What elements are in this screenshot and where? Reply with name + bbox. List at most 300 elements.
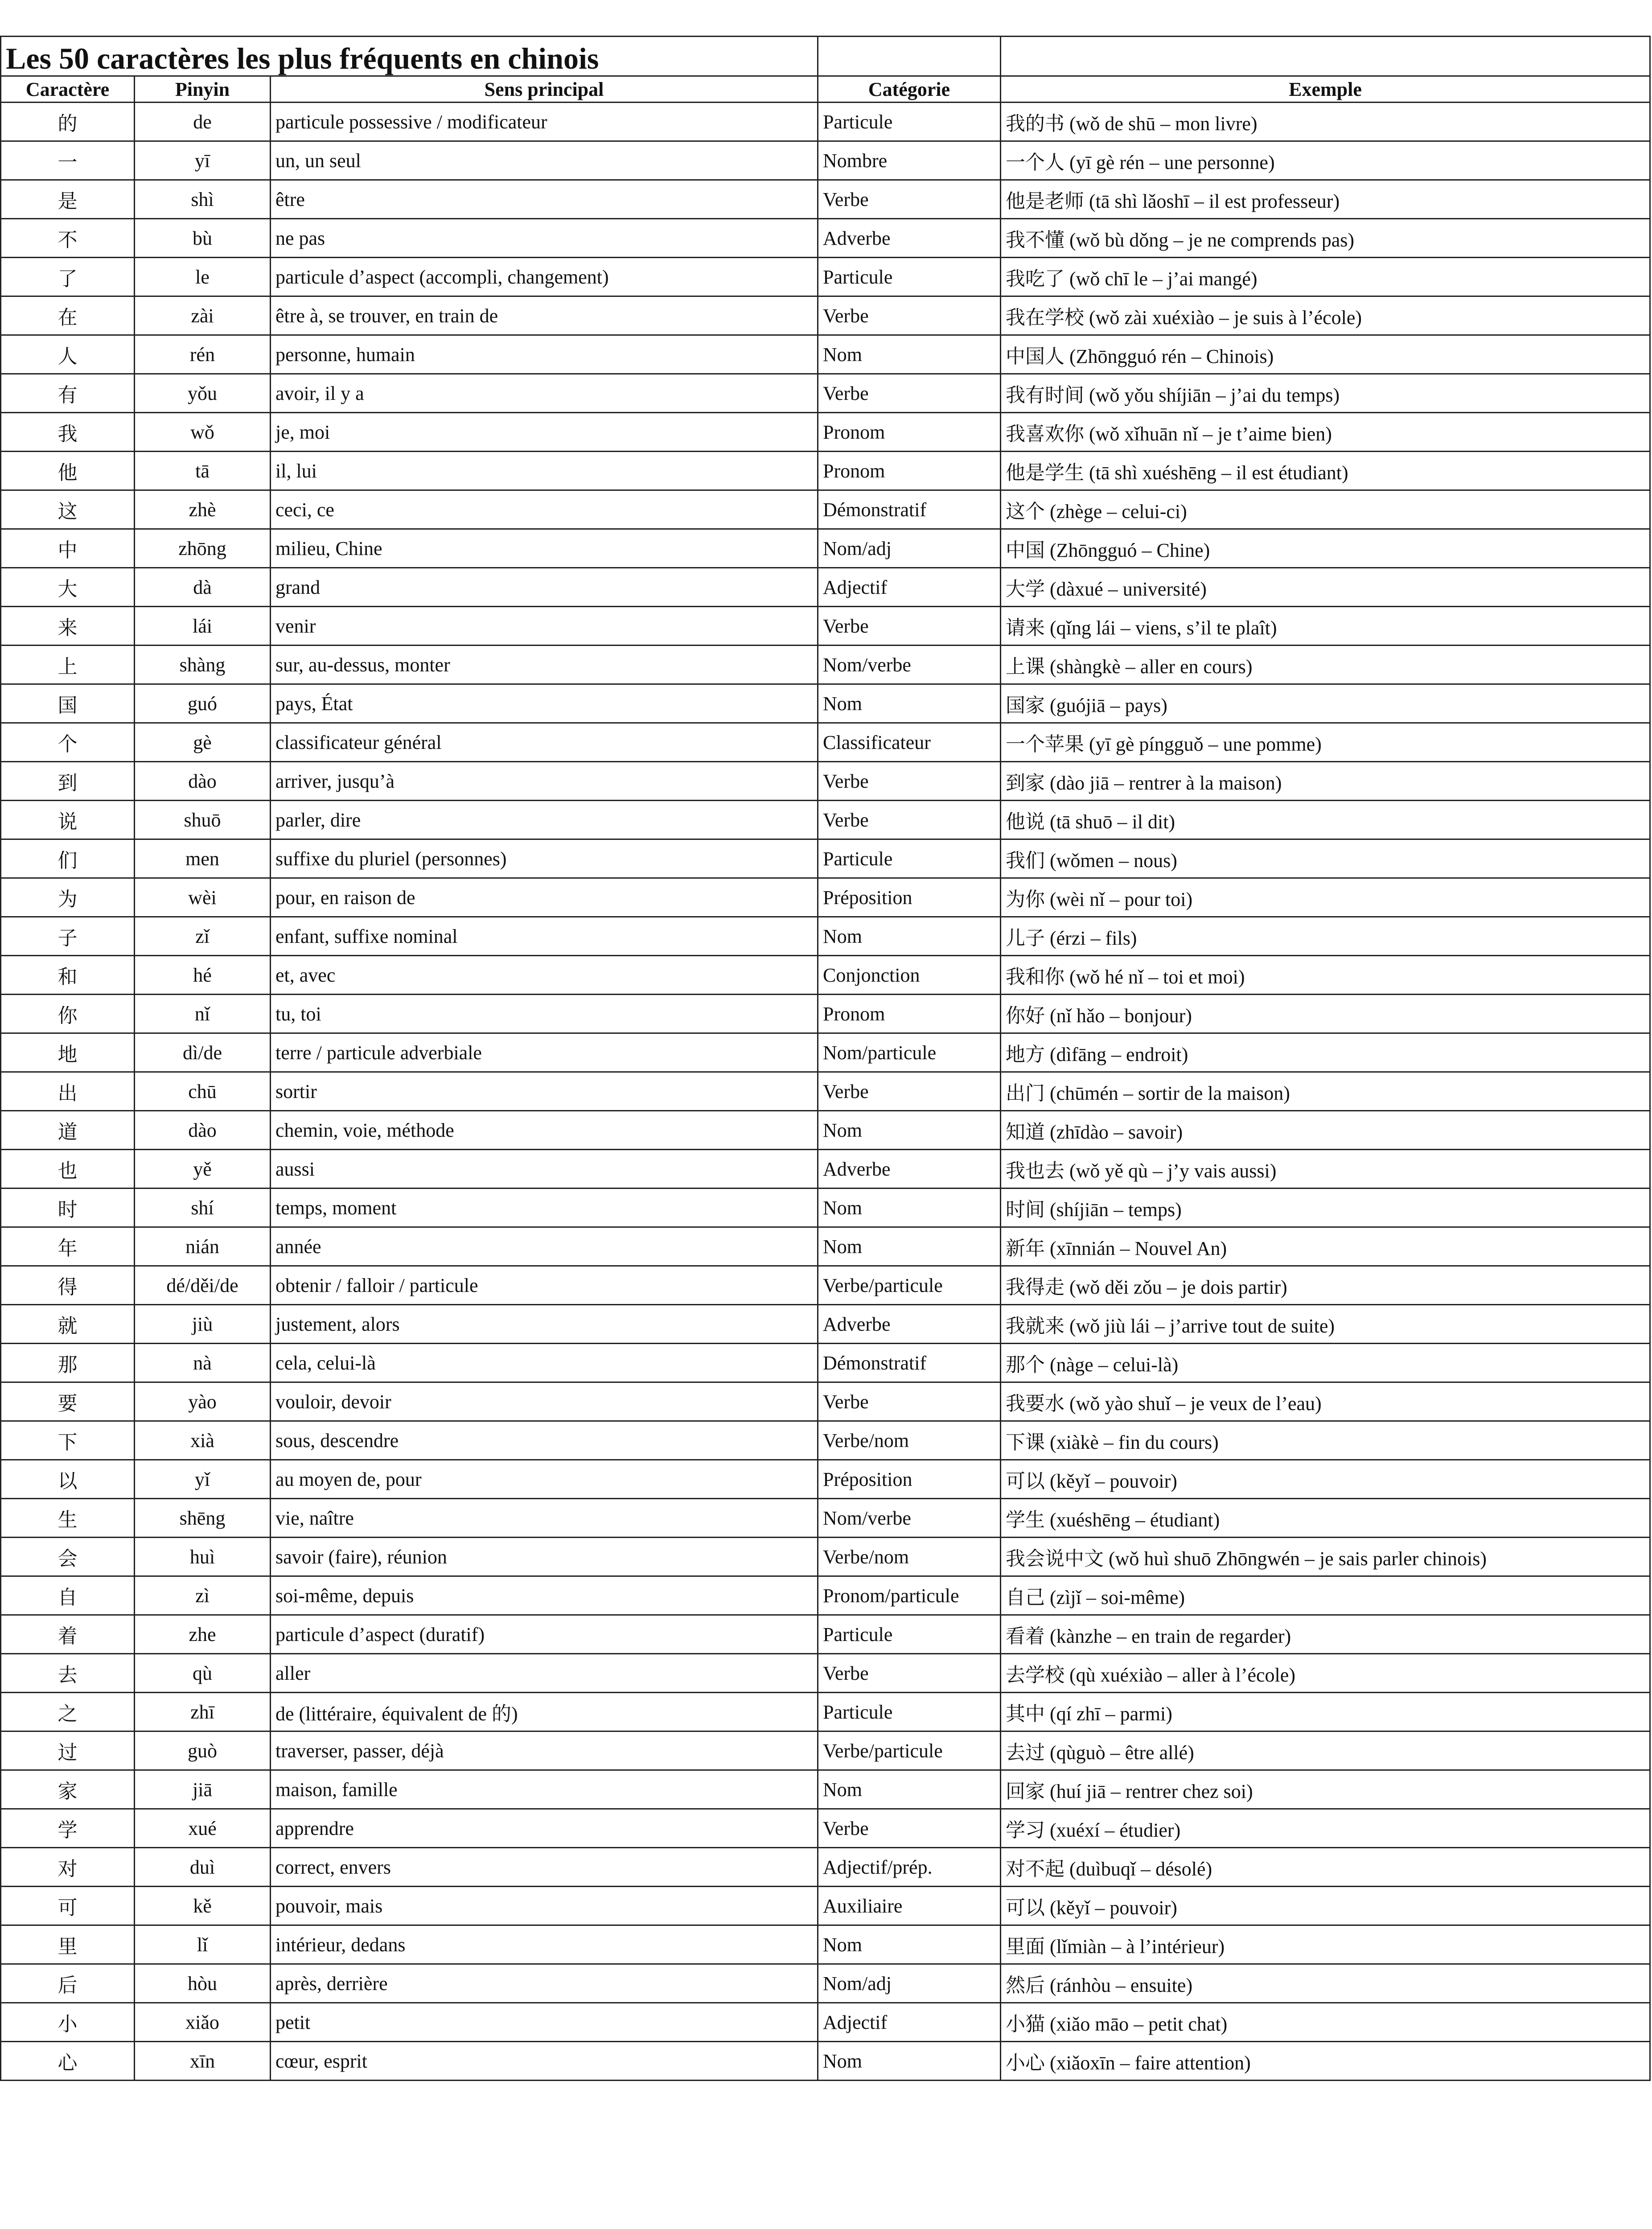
cell-categorie: Nom	[818, 1925, 1001, 1964]
cell-pinyin: bù	[135, 219, 271, 258]
cell-character: 那	[1, 1344, 135, 1382]
cell-categorie: Nombre	[818, 141, 1001, 180]
cell-pinyin: lái	[135, 607, 271, 646]
cell-exemple: 大学 (dàxué – université)	[1001, 568, 1650, 607]
cell-sens: particule possessive / modificateur	[271, 103, 818, 141]
cell-categorie: Particule	[818, 258, 1001, 296]
cell-pinyin: wǒ	[135, 413, 271, 452]
cell-exemple: 中国 (Zhōngguó – Chine)	[1001, 529, 1650, 568]
cell-exemple: 你好 (nǐ hǎo – bonjour)	[1001, 995, 1650, 1033]
cell-pinyin: qù	[135, 1654, 271, 1693]
cell-pinyin: dào	[135, 762, 271, 801]
cell-sens: un, un seul	[271, 141, 818, 180]
cell-character: 心	[1, 2042, 135, 2081]
cell-pinyin: dé/děi/de	[135, 1266, 271, 1305]
cell-sens: tu, toi	[271, 995, 818, 1033]
page-title: Les 50 caractères les plus fréquents en chinois	[1, 37, 818, 76]
cell-exemple: 去过 (qùguò – être allé)	[1001, 1731, 1650, 1770]
cell-character: 过	[1, 1731, 135, 1770]
title-spacer	[818, 37, 1001, 76]
table-row	[1, 1654, 1650, 1693]
table-row	[1, 917, 1650, 956]
cell-exemple: 对不起 (duìbuqǐ – désolé)	[1001, 1848, 1650, 1887]
cell-character: 大	[1, 568, 135, 607]
cell-pinyin: xià	[135, 1421, 271, 1460]
cell-character: 国	[1, 684, 135, 723]
cell-character: 会	[1, 1538, 135, 1576]
cell-sens: chemin, voie, méthode	[271, 1111, 818, 1150]
cell-categorie: Adverbe	[818, 219, 1001, 258]
cell-sens: apprendre	[271, 1809, 818, 1848]
cell-exemple: 可以 (kěyǐ – pouvoir)	[1001, 1460, 1650, 1499]
cell-pinyin: duì	[135, 1848, 271, 1887]
table-row	[1, 801, 1650, 839]
cell-categorie: Nom	[818, 1770, 1001, 1809]
cell-pinyin: dì/de	[135, 1033, 271, 1072]
cell-categorie: Particule	[818, 1615, 1001, 1654]
cell-pinyin: rén	[135, 335, 271, 374]
cell-sens: aller	[271, 1654, 818, 1693]
table-row	[1, 413, 1650, 452]
table-row	[1, 878, 1650, 917]
cell-sens: avoir, il y a	[271, 374, 818, 413]
cell-character: 说	[1, 801, 135, 839]
cell-pinyin: xué	[135, 1809, 271, 1848]
cell-character: 下	[1, 1421, 135, 1460]
cell-categorie: Particule	[818, 103, 1001, 141]
table-row	[1, 646, 1650, 684]
cell-pinyin: zhōng	[135, 529, 271, 568]
table-row	[1, 607, 1650, 646]
cell-exemple: 可以 (kěyǐ – pouvoir)	[1001, 1887, 1650, 1925]
table-row	[1, 839, 1650, 878]
character-table	[0, 36, 1651, 2081]
cell-character: 地	[1, 1033, 135, 1072]
cell-pinyin: zài	[135, 296, 271, 335]
cell-pinyin: yào	[135, 1382, 271, 1421]
cell-character: 以	[1, 1460, 135, 1499]
cell-exemple: 看着 (kànzhe – en train de regarder)	[1001, 1615, 1650, 1654]
cell-pinyin: nián	[135, 1227, 271, 1266]
header-row	[1, 76, 1650, 103]
cell-categorie: Nom/particule	[818, 1033, 1001, 1072]
table-row	[1, 995, 1650, 1033]
cell-sens: après, derrière	[271, 1964, 818, 2003]
cell-sens: parler, dire	[271, 801, 818, 839]
cell-character: 年	[1, 1227, 135, 1266]
cell-sens: de (littéraire, équivalent de 的)	[271, 1693, 818, 1731]
cell-exemple: 国家 (guójiā – pays)	[1001, 684, 1650, 723]
cell-pinyin: shì	[135, 180, 271, 219]
cell-pinyin: hòu	[135, 1964, 271, 2003]
cell-pinyin: shuō	[135, 801, 271, 839]
cell-pinyin: guó	[135, 684, 271, 723]
cell-sens: pour, en raison de	[271, 878, 818, 917]
cell-exemple: 我要水 (wǒ yào shuǐ – je veux de l’eau)	[1001, 1382, 1650, 1421]
cell-character: 生	[1, 1499, 135, 1538]
cell-exemple: 其中 (qí zhī – parmi)	[1001, 1693, 1650, 1731]
cell-character: 人	[1, 335, 135, 374]
cell-categorie: Démonstratif	[818, 1344, 1001, 1382]
cell-sens: pays, État	[271, 684, 818, 723]
cell-categorie: Particule	[818, 1693, 1001, 1731]
cell-categorie: Verbe	[818, 607, 1001, 646]
cell-exemple: 他说 (tā shuō – il dit)	[1001, 801, 1650, 839]
table-row	[1, 956, 1650, 995]
cell-sens: il, lui	[271, 452, 818, 490]
table-row	[1, 1382, 1650, 1421]
cell-exemple: 我吃了 (wǒ chī le – j’ai mangé)	[1001, 258, 1650, 296]
column-header-pinyin: Pinyin	[135, 76, 271, 103]
cell-character: 上	[1, 646, 135, 684]
cell-categorie: Auxiliaire	[818, 1887, 1001, 1925]
cell-pinyin: xīn	[135, 2042, 271, 2081]
table-row	[1, 335, 1650, 374]
cell-character: 子	[1, 917, 135, 956]
cell-exemple: 自己 (zìjǐ – soi-même)	[1001, 1576, 1650, 1615]
cell-categorie: Verbe	[818, 1809, 1001, 1848]
cell-pinyin: jiù	[135, 1305, 271, 1344]
table-row	[1, 1460, 1650, 1499]
cell-exemple: 中国人 (Zhōngguó rén – Chinois)	[1001, 335, 1650, 374]
cell-exemple: 我有时间 (wǒ yǒu shíjiān – j’ai du temps)	[1001, 374, 1650, 413]
cell-sens: soi-même, depuis	[271, 1576, 818, 1615]
cell-exemple: 那个 (nàge – celui-là)	[1001, 1344, 1650, 1382]
cell-sens: traverser, passer, déjà	[271, 1731, 818, 1770]
cell-exemple: 学习 (xuéxí – étudier)	[1001, 1809, 1650, 1848]
cell-character: 家	[1, 1770, 135, 1809]
column-header-categorie: Catégorie	[818, 76, 1001, 103]
cell-character: 着	[1, 1615, 135, 1654]
cell-exemple: 出门 (chūmén – sortir de la maison)	[1001, 1072, 1650, 1111]
cell-categorie: Verbe	[818, 374, 1001, 413]
cell-character: 中	[1, 529, 135, 568]
cell-character: 就	[1, 1305, 135, 1344]
cell-categorie: Nom	[818, 1227, 1001, 1266]
cell-pinyin: kě	[135, 1887, 271, 1925]
cell-pinyin: le	[135, 258, 271, 296]
table-row	[1, 1344, 1650, 1382]
cell-pinyin: zhe	[135, 1615, 271, 1654]
cell-pinyin: yī	[135, 141, 271, 180]
cell-character: 了	[1, 258, 135, 296]
table-row	[1, 374, 1650, 413]
cell-character: 这	[1, 490, 135, 529]
cell-pinyin: shēng	[135, 1499, 271, 1538]
cell-character: 时	[1, 1189, 135, 1227]
cell-sens: venir	[271, 607, 818, 646]
table-row	[1, 1033, 1650, 1072]
cell-character: 到	[1, 762, 135, 801]
cell-pinyin: dà	[135, 568, 271, 607]
cell-character: 里	[1, 1925, 135, 1964]
table-row	[1, 490, 1650, 529]
cell-character: 来	[1, 607, 135, 646]
table-row	[1, 723, 1650, 762]
cell-pinyin: shàng	[135, 646, 271, 684]
cell-categorie: Nom	[818, 684, 1001, 723]
cell-sens: intérieur, dedans	[271, 1925, 818, 1964]
cell-character: 出	[1, 1072, 135, 1111]
cell-categorie: Pronom/particule	[818, 1576, 1001, 1615]
cell-categorie: Verbe	[818, 1654, 1001, 1693]
cell-pinyin: shí	[135, 1189, 271, 1227]
cell-categorie: Classificateur	[818, 723, 1001, 762]
cell-categorie: Verbe	[818, 1072, 1001, 1111]
cell-character: 有	[1, 374, 135, 413]
table-row	[1, 1538, 1650, 1576]
cell-exemple: 我喜欢你 (wǒ xǐhuān nǐ – je t’aime bien)	[1001, 413, 1650, 452]
table-row	[1, 1615, 1650, 1654]
table-row	[1, 452, 1650, 490]
cell-categorie: Particule	[818, 839, 1001, 878]
cell-exemple: 我会说中文 (wǒ huì shuō Zhōngwén – je sais parler chinois)	[1001, 1538, 1650, 1576]
cell-character: 一	[1, 141, 135, 180]
table-row	[1, 1848, 1650, 1887]
cell-sens: être	[271, 180, 818, 219]
cell-character: 学	[1, 1809, 135, 1848]
cell-character: 是	[1, 180, 135, 219]
cell-exemple: 下课 (xiàkè – fin du cours)	[1001, 1421, 1650, 1460]
cell-pinyin: hé	[135, 956, 271, 995]
cell-categorie: Préposition	[818, 878, 1001, 917]
cell-categorie: Verbe	[818, 296, 1001, 335]
table-row	[1, 258, 1650, 296]
table-row	[1, 568, 1650, 607]
cell-sens: au moyen de, pour	[271, 1460, 818, 1499]
cell-sens: je, moi	[271, 413, 818, 452]
cell-sens: aussi	[271, 1150, 818, 1189]
cell-exemple: 地方 (dìfāng – endroit)	[1001, 1033, 1650, 1072]
cell-character: 可	[1, 1887, 135, 1925]
cell-pinyin: jiā	[135, 1770, 271, 1809]
cell-sens: arriver, jusqu’à	[271, 762, 818, 801]
table-row	[1, 1964, 1650, 2003]
cell-pinyin: nǐ	[135, 995, 271, 1033]
cell-categorie: Nom	[818, 335, 1001, 374]
cell-pinyin: xiǎo	[135, 2003, 271, 2042]
cell-exemple: 新年 (xīnnián – Nouvel An)	[1001, 1227, 1650, 1266]
cell-exemple: 他是老师 (tā shì lǎoshī – il est professeur)	[1001, 180, 1650, 219]
cell-character: 和	[1, 956, 135, 995]
cell-sens: maison, famille	[271, 1770, 818, 1809]
cell-exemple: 到家 (dào jiā – rentrer à la maison)	[1001, 762, 1650, 801]
cell-exemple: 然后 (ránhòu – ensuite)	[1001, 1964, 1650, 2003]
table-row	[1, 762, 1650, 801]
cell-sens: ne pas	[271, 219, 818, 258]
cell-sens: cela, celui-là	[271, 1344, 818, 1382]
cell-sens: milieu, Chine	[271, 529, 818, 568]
table-row	[1, 1576, 1650, 1615]
cell-sens: savoir (faire), réunion	[271, 1538, 818, 1576]
cell-exemple: 我在学校 (wǒ zài xuéxiào – je suis à l’école)	[1001, 296, 1650, 335]
cell-categorie: Nom/adj	[818, 1964, 1001, 2003]
title-spacer	[1001, 37, 1650, 76]
cell-exemple: 我们 (wǒmen – nous)	[1001, 839, 1650, 878]
cell-categorie: Adjectif	[818, 568, 1001, 607]
table-row	[1, 1072, 1650, 1111]
table-row	[1, 1227, 1650, 1266]
cell-sens: sur, au-dessus, monter	[271, 646, 818, 684]
cell-exemple: 里面 (lǐmiàn – à l’intérieur)	[1001, 1925, 1650, 1964]
cell-categorie: Conjonction	[818, 956, 1001, 995]
cell-exemple: 我就来 (wǒ jiù lái – j’arrive tout de suite)	[1001, 1305, 1650, 1344]
cell-pinyin: nà	[135, 1344, 271, 1382]
table-row	[1, 1499, 1650, 1538]
cell-exemple: 他是学生 (tā shì xuéshēng – il est étudiant)	[1001, 452, 1650, 490]
cell-exemple: 小猫 (xiǎo māo – petit chat)	[1001, 2003, 1650, 2042]
table-row	[1, 1305, 1650, 1344]
cell-sens: être à, se trouver, en train de	[271, 296, 818, 335]
cell-categorie: Nom	[818, 1111, 1001, 1150]
cell-sens: sous, descendre	[271, 1421, 818, 1460]
cell-exemple: 去学校 (qù xuéxiào – aller à l’école)	[1001, 1654, 1650, 1693]
cell-categorie: Verbe	[818, 1382, 1001, 1421]
table-row	[1, 1111, 1650, 1150]
cell-exemple: 知道 (zhīdào – savoir)	[1001, 1111, 1650, 1150]
cell-pinyin: huì	[135, 1538, 271, 1576]
cell-sens: correct, envers	[271, 1848, 818, 1887]
cell-exemple: 学生 (xuéshēng – étudiant)	[1001, 1499, 1650, 1538]
table-row	[1, 180, 1650, 219]
cell-sens: particule d’aspect (duratif)	[271, 1615, 818, 1654]
table-row	[1, 1731, 1650, 1770]
cell-categorie: Adverbe	[818, 1305, 1001, 1344]
table-row	[1, 2042, 1650, 2081]
cell-sens: vie, naître	[271, 1499, 818, 1538]
table-row	[1, 141, 1650, 180]
cell-character: 的	[1, 103, 135, 141]
cell-sens: obtenir / falloir / particule	[271, 1266, 818, 1305]
cell-sens: grand	[271, 568, 818, 607]
table-row	[1, 1693, 1650, 1731]
cell-character: 自	[1, 1576, 135, 1615]
cell-sens: vouloir, devoir	[271, 1382, 818, 1421]
cell-categorie: Nom	[818, 1189, 1001, 1227]
cell-pinyin: guò	[135, 1731, 271, 1770]
cell-categorie: Verbe	[818, 801, 1001, 839]
cell-categorie: Démonstratif	[818, 490, 1001, 529]
table-row	[1, 1925, 1650, 1964]
cell-sens: particule d’aspect (accompli, changement)	[271, 258, 818, 296]
cell-pinyin: de	[135, 103, 271, 141]
cell-sens: et, avec	[271, 956, 818, 995]
column-header-exemple: Exemple	[1001, 76, 1650, 103]
cell-categorie: Verbe	[818, 762, 1001, 801]
cell-sens: personne, humain	[271, 335, 818, 374]
cell-character: 要	[1, 1382, 135, 1421]
cell-categorie: Nom	[818, 917, 1001, 956]
cell-exemple: 我得走 (wǒ děi zǒu – je dois partir)	[1001, 1266, 1650, 1305]
cell-character: 他	[1, 452, 135, 490]
cell-categorie: Verbe/particule	[818, 1266, 1001, 1305]
table-row	[1, 1770, 1650, 1809]
cell-pinyin: yǐ	[135, 1460, 271, 1499]
table-row	[1, 1809, 1650, 1848]
cell-character: 我	[1, 413, 135, 452]
cell-character: 之	[1, 1693, 135, 1731]
cell-categorie: Adjectif	[818, 2003, 1001, 2042]
cell-character: 不	[1, 219, 135, 258]
cell-categorie: Pronom	[818, 995, 1001, 1033]
table-row	[1, 296, 1650, 335]
cell-character: 为	[1, 878, 135, 917]
cell-categorie: Verbe/nom	[818, 1538, 1001, 1576]
cell-pinyin: yě	[135, 1150, 271, 1189]
cell-exemple: 请来 (qǐng lái – viens, s’il te plaît)	[1001, 607, 1650, 646]
table-row	[1, 219, 1650, 258]
cell-pinyin: zì	[135, 1576, 271, 1615]
cell-exemple: 我也去 (wǒ yě qù – j’y vais aussi)	[1001, 1150, 1650, 1189]
table-row	[1, 103, 1650, 141]
cell-sens: enfant, suffixe nominal	[271, 917, 818, 956]
cell-sens: temps, moment	[271, 1189, 818, 1227]
cell-pinyin: chū	[135, 1072, 271, 1111]
cell-categorie: Nom/verbe	[818, 1499, 1001, 1538]
cell-categorie: Verbe/particule	[818, 1731, 1001, 1770]
table-row	[1, 1887, 1650, 1925]
cell-exemple: 时间 (shíjiān – temps)	[1001, 1189, 1650, 1227]
cell-sens: pouvoir, mais	[271, 1887, 818, 1925]
cell-sens: petit	[271, 2003, 818, 2042]
cell-character: 去	[1, 1654, 135, 1693]
cell-sens: ceci, ce	[271, 490, 818, 529]
cell-pinyin: yǒu	[135, 374, 271, 413]
cell-categorie: Préposition	[818, 1460, 1001, 1499]
cell-exemple: 回家 (huí jiā – rentrer chez soi)	[1001, 1770, 1650, 1809]
cell-categorie: Nom	[818, 2042, 1001, 2081]
cell-pinyin: lǐ	[135, 1925, 271, 1964]
cell-sens: suffixe du pluriel (personnes)	[271, 839, 818, 878]
table-row	[1, 1189, 1650, 1227]
cell-exemple: 小心 (xiǎoxīn – faire attention)	[1001, 2042, 1650, 2081]
cell-categorie: Adverbe	[818, 1150, 1001, 1189]
table-row	[1, 529, 1650, 568]
cell-exemple: 为你 (wèi nǐ – pour toi)	[1001, 878, 1650, 917]
cell-sens: sortir	[271, 1072, 818, 1111]
cell-character: 个	[1, 723, 135, 762]
cell-pinyin: wèi	[135, 878, 271, 917]
cell-character: 小	[1, 2003, 135, 2042]
cell-exemple: 儿子 (érzi – fils)	[1001, 917, 1650, 956]
table-row	[1, 2003, 1650, 2042]
table-row	[1, 1266, 1650, 1305]
cell-categorie: Pronom	[818, 452, 1001, 490]
cell-sens: année	[271, 1227, 818, 1266]
cell-pinyin: zǐ	[135, 917, 271, 956]
table-row	[1, 684, 1650, 723]
cell-pinyin: zhè	[135, 490, 271, 529]
cell-character: 道	[1, 1111, 135, 1150]
cell-pinyin: zhī	[135, 1693, 271, 1731]
cell-exemple: 我的书 (wǒ de shū – mon livre)	[1001, 103, 1650, 141]
cell-pinyin: tā	[135, 452, 271, 490]
cell-categorie: Verbe/nom	[818, 1421, 1001, 1460]
table-body	[1, 103, 1650, 2081]
cell-character: 后	[1, 1964, 135, 2003]
cell-sens: terre / particule adverbiale	[271, 1033, 818, 1072]
cell-pinyin: men	[135, 839, 271, 878]
cell-character: 在	[1, 296, 135, 335]
cell-sens: cœur, esprit	[271, 2042, 818, 2081]
cell-character: 也	[1, 1150, 135, 1189]
cell-exemple: 一个苹果 (yī gè píngguǒ – une pomme)	[1001, 723, 1650, 762]
column-header-caractere: Caractère	[1, 76, 135, 103]
cell-exemple: 这个 (zhège – celui-ci)	[1001, 490, 1650, 529]
cell-exemple: 上课 (shàngkè – aller en cours)	[1001, 646, 1650, 684]
table-row	[1, 1421, 1650, 1460]
cell-pinyin: dào	[135, 1111, 271, 1150]
